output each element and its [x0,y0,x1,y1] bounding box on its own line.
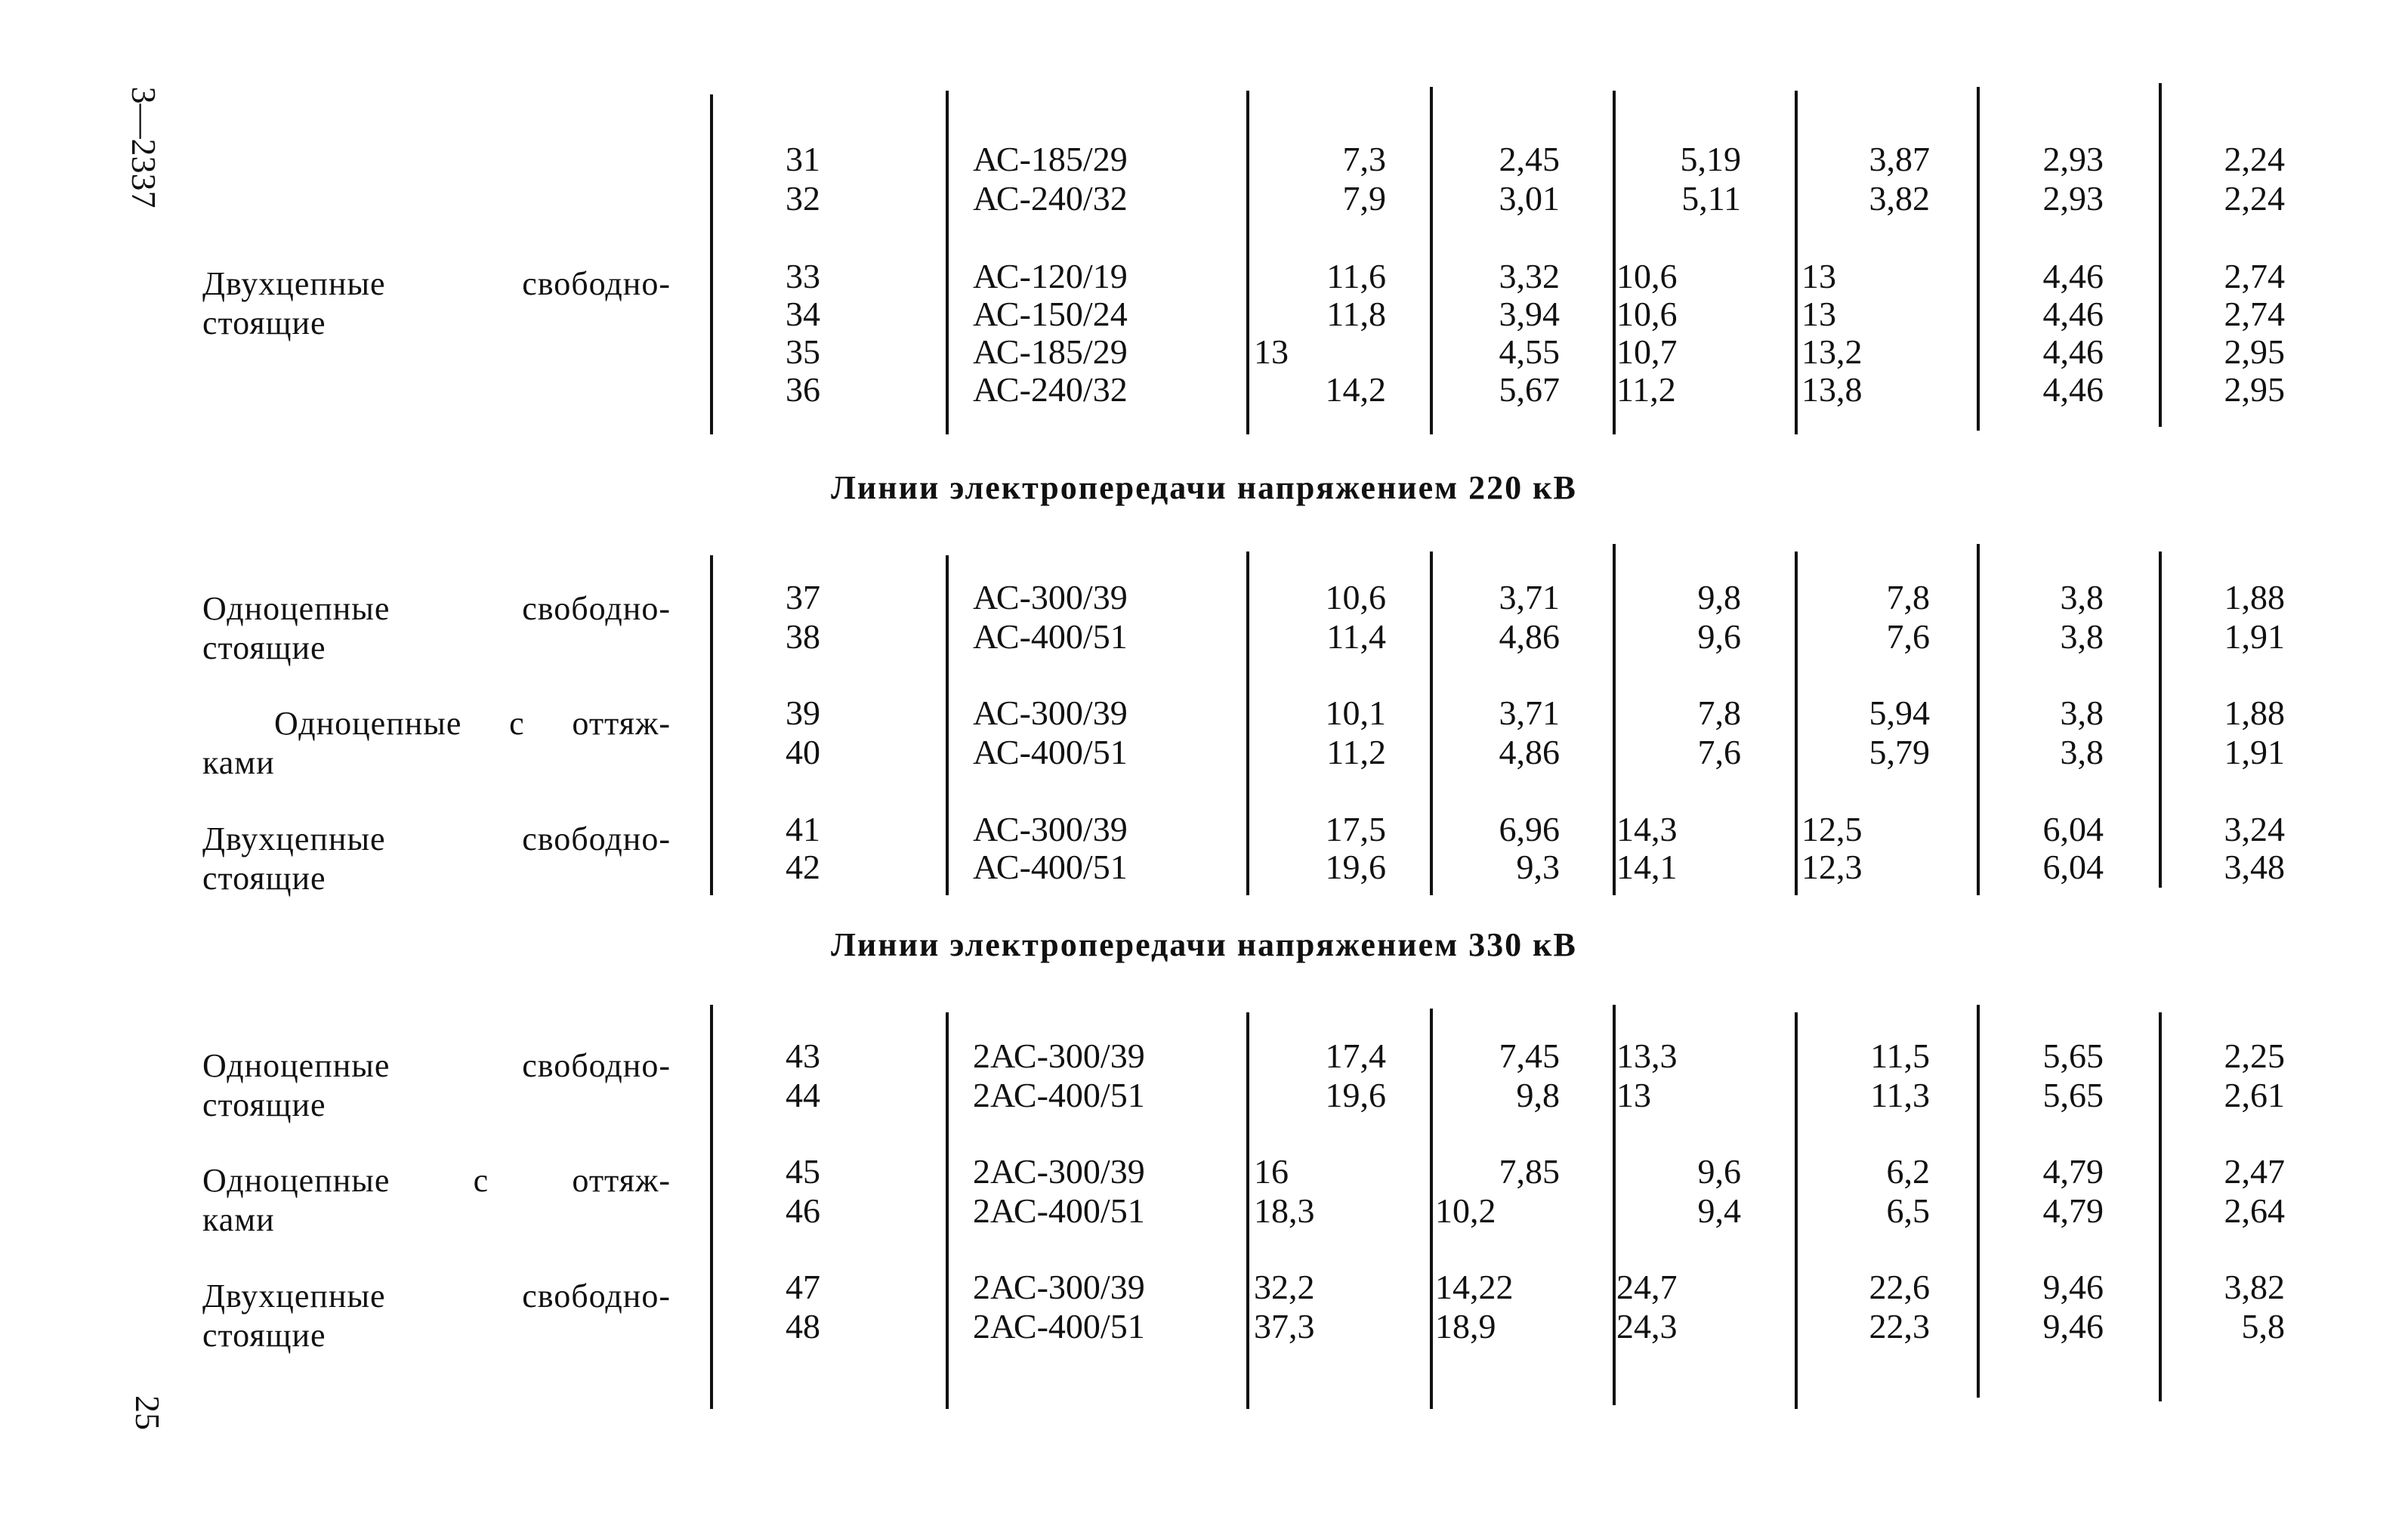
wire-brand: 2АС-400/51 [973,1191,1145,1230]
value-cell: 4,46 [2042,370,2104,409]
value-cell: 5,79 [1869,733,1930,771]
row-number: 42 [786,848,820,886]
row-number: 45 [786,1152,820,1191]
row-number: 47 [786,1268,820,1306]
value-cell: 7,45 [1499,1037,1560,1075]
value-cell: 5,65 [2042,1037,2104,1075]
value-cell: 4,79 [2042,1152,2104,1191]
value-cell: 19,6 [1325,848,1386,886]
value-cell: 12,5 [1801,810,1863,848]
value-cell: 18,3 [1254,1191,1315,1230]
table-row [0,617,2408,657]
value-cell: 5,8 [2241,1307,2285,1346]
value-cell: 14,1 [1616,848,1678,886]
table-row [0,1268,2408,1307]
value-cell: 18,9 [1435,1307,1496,1346]
value-cell: 7,8 [1697,694,1741,732]
value-cell: 2,74 [2224,295,2285,333]
value-cell: 13 [1801,257,1836,295]
value-cell: 13,3 [1616,1037,1678,1075]
table-row [0,1076,2408,1115]
row-number: 33 [786,257,820,295]
wire-brand: АС-400/51 [973,848,1128,886]
value-cell: 13 [1616,1076,1651,1114]
value-cell: 5,11 [1681,179,1741,218]
wire-brand: 2АС-400/51 [973,1076,1145,1114]
table-row [0,140,2408,179]
value-cell: 5,67 [1499,370,1560,409]
value-cell: 7,6 [1886,617,1930,656]
value-cell: 4,46 [2042,332,2104,371]
value-cell: 4,86 [1499,733,1560,771]
value-cell: 11,2 [1326,733,1386,771]
value-cell: 14,3 [1616,810,1678,848]
value-cell: 9,8 [1697,578,1741,616]
table-row [0,295,2408,334]
table-row [0,1152,2408,1191]
table-row [0,578,2408,617]
support-type-line: Одноцепные свободно- [202,590,671,627]
table-row [0,694,2408,733]
table-row [0,179,2408,218]
value-cell: 2,95 [2224,370,2285,409]
value-cell: 2,24 [2224,179,2285,218]
support-type-line: Двухцепные свободно- [202,820,671,857]
row-number: 40 [786,733,820,771]
value-cell: 3,32 [1499,257,1560,295]
value-cell: 3,71 [1499,578,1560,616]
table-row [0,810,2408,849]
value-cell: 7,8 [1886,578,1930,616]
value-cell: 9,3 [1516,848,1560,886]
row-number: 37 [786,578,820,616]
support-type-line: стоящие [202,629,326,666]
value-cell: 16 [1254,1152,1289,1191]
value-cell: 3,8 [2060,578,2104,616]
wire-brand: АС-120/19 [973,257,1128,295]
wire-brand: 2АС-300/39 [973,1037,1145,1075]
value-cell: 19,6 [1325,1076,1386,1114]
row-number: 31 [786,140,820,178]
wire-brand: АС-400/51 [973,617,1128,656]
support-type-line: Одноцепные свободно- [202,1047,671,1084]
support-type-line: ками [202,744,275,781]
value-cell: 10,7 [1616,332,1678,371]
value-cell: 7,9 [1342,179,1386,218]
value-cell: 1,88 [2224,694,2285,732]
value-cell: 14,2 [1325,370,1386,409]
support-type-line: стоящие [202,1086,326,1123]
value-cell: 22,3 [1869,1307,1930,1346]
value-cell: 5,94 [1869,694,1930,732]
value-cell: 4,46 [2042,295,2104,333]
page-number: 25 [128,1395,167,1430]
value-cell: 22,6 [1869,1268,1930,1306]
value-cell: 1,88 [2224,578,2285,616]
value-cell: 11,8 [1326,295,1386,333]
support-type-line: Двухцепные свободно- [202,265,671,302]
value-cell: 17,4 [1325,1037,1386,1075]
value-cell: 14,22 [1435,1268,1514,1306]
value-cell: 10,6 [1616,295,1678,333]
value-cell: 32,2 [1254,1268,1315,1306]
value-cell: 6,96 [1499,810,1560,848]
wire-brand: 2АС-400/51 [973,1307,1145,1346]
value-cell: 4,86 [1499,617,1560,656]
value-cell: 9,6 [1697,1152,1741,1191]
value-cell: 1,91 [2224,617,2285,656]
value-cell: 11,5 [1870,1037,1930,1075]
value-cell: 3,87 [1869,140,1930,178]
value-cell: 2,95 [2224,332,2285,371]
wire-brand: 2АС-300/39 [973,1152,1145,1191]
value-cell: 3,8 [2060,617,2104,656]
value-cell: 24,7 [1616,1268,1678,1306]
support-type-line: ками [202,1201,275,1238]
value-cell: 9,4 [1697,1191,1741,1230]
value-cell: 9,46 [2042,1307,2104,1346]
value-cell: 11,6 [1326,257,1386,295]
value-cell: 10,6 [1616,257,1678,295]
table-row [0,733,2408,772]
value-cell: 3,82 [2224,1268,2285,1306]
wire-brand: АС-240/32 [973,179,1128,218]
section-heading: Линии электропередачи напряжением 220 кВ [831,469,1577,506]
value-cell: 3,01 [1499,179,1560,218]
value-cell: 2,25 [2224,1037,2285,1075]
value-cell: 5,19 [1680,140,1741,178]
table-row [0,370,2408,409]
value-cell: 11,3 [1870,1076,1930,1114]
value-cell: 1,91 [2224,733,2285,771]
value-cell: 12,3 [1801,848,1863,886]
wire-brand: АС-150/24 [973,295,1128,333]
wire-brand: АС-240/32 [973,370,1128,409]
value-cell: 4,55 [1499,332,1560,371]
table-row [0,1037,2408,1076]
wire-brand: АС-300/39 [973,694,1128,732]
value-cell: 2,47 [2224,1152,2285,1191]
value-cell: 3,8 [2060,733,2104,771]
value-cell: 3,24 [2224,810,2285,848]
wire-brand: АС-400/51 [973,733,1128,771]
value-cell: 10,1 [1325,694,1386,732]
value-cell: 11,4 [1326,617,1386,656]
value-cell: 10,2 [1435,1191,1496,1230]
value-cell: 3,48 [2224,848,2285,886]
value-cell: 2,74 [2224,257,2285,295]
row-number: 35 [786,332,820,371]
support-type-line: Одноцепные с оттяж- [274,705,671,742]
value-cell: 2,93 [2042,179,2104,218]
value-cell: 13 [1254,332,1289,371]
row-number: 44 [786,1076,820,1114]
row-number: 41 [786,810,820,848]
value-cell: 24,3 [1616,1307,1678,1346]
value-cell: 2,61 [2224,1076,2285,1114]
support-type-line: стоящие [202,1317,326,1354]
value-cell: 5,65 [2042,1076,2104,1114]
wire-brand: АС-185/29 [973,332,1128,371]
value-cell: 10,6 [1325,578,1386,616]
value-cell: 6,04 [2042,848,2104,886]
value-cell: 3,82 [1869,179,1930,218]
wire-brand: АС-300/39 [973,810,1128,848]
row-number: 43 [786,1037,820,1075]
value-cell: 3,71 [1499,694,1560,732]
value-cell: 13,8 [1801,370,1863,409]
value-cell: 3,8 [2060,694,2104,732]
value-cell: 7,85 [1499,1152,1560,1191]
table-row [0,1307,2408,1346]
value-cell: 9,46 [2042,1268,2104,1306]
value-cell: 9,6 [1697,617,1741,656]
support-type-line: стоящие [202,860,326,897]
row-number: 32 [786,179,820,218]
section-heading: Линии электропередачи напряжением 330 кВ [831,926,1577,963]
row-number: 38 [786,617,820,656]
sheet-code: 3—2337 [125,86,163,209]
value-cell: 17,5 [1325,810,1386,848]
table-row [0,1191,2408,1231]
wire-brand: АС-185/29 [973,140,1128,178]
value-cell: 9,8 [1516,1076,1560,1114]
value-cell: 6,5 [1886,1191,1930,1230]
row-number: 48 [786,1307,820,1346]
value-cell: 2,45 [1499,140,1560,178]
table-row [0,848,2408,887]
row-number: 39 [786,694,820,732]
value-cell: 6,04 [2042,810,2104,848]
value-cell: 11,2 [1616,370,1676,409]
value-cell: 13 [1801,295,1836,333]
value-cell: 4,79 [2042,1191,2104,1230]
value-cell: 2,64 [2224,1191,2285,1230]
value-cell: 3,94 [1499,295,1560,333]
value-cell: 13,2 [1801,332,1863,371]
row-number: 46 [786,1191,820,1230]
value-cell: 37,3 [1254,1307,1315,1346]
wire-brand: АС-300/39 [973,578,1128,616]
value-cell: 4,46 [2042,257,2104,295]
wire-brand: 2АС-300/39 [973,1268,1145,1306]
value-cell: 7,3 [1342,140,1386,178]
value-cell: 6,2 [1886,1152,1930,1191]
support-type-line: стоящие [202,304,326,341]
table-row [0,332,2408,372]
support-type-line: Одноцепные с оттяж- [202,1162,671,1199]
row-number: 36 [786,370,820,409]
value-cell: 2,93 [2042,140,2104,178]
value-cell: 2,24 [2224,140,2285,178]
row-number: 34 [786,295,820,333]
value-cell: 7,6 [1697,733,1741,771]
table-row [0,257,2408,296]
support-type-line: Двухцепные свободно- [202,1278,671,1315]
